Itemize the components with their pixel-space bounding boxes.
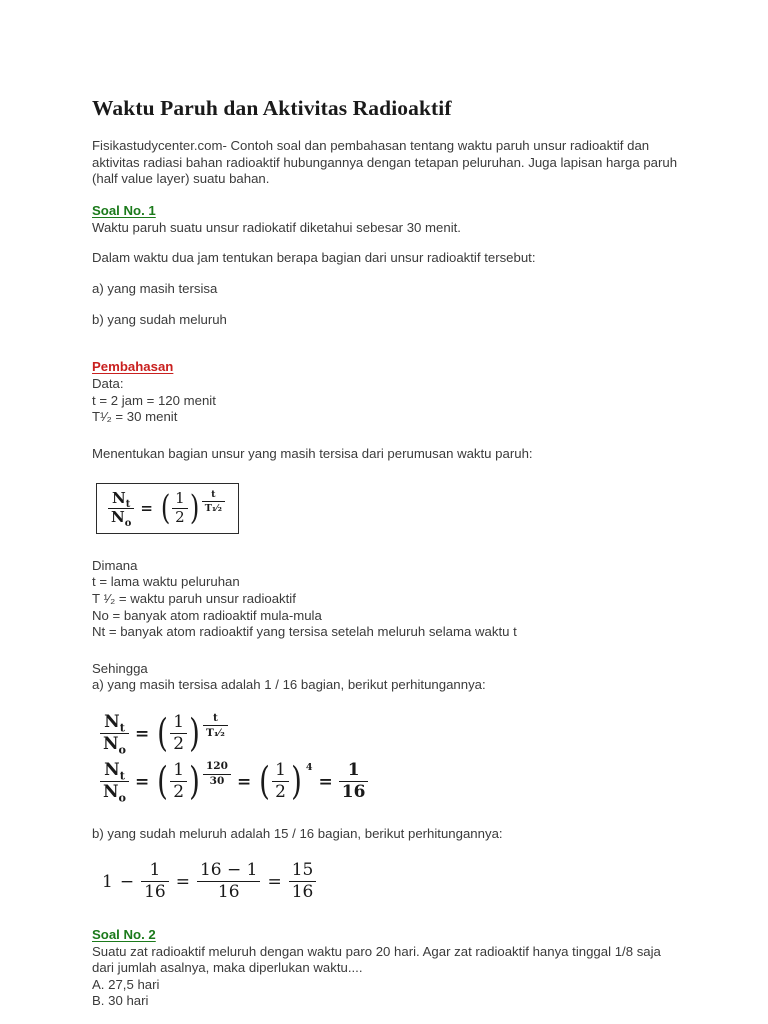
intro-paragraph: Fisikastudycenter.com- Contoh soal dan pembahasan tentang waktu paruh unsur radioaktif dan aktivitas radiasi bahan radioaktif hubungannya dengan tetapan peluruhan. Juga lapisan harga paruh (half value layer) suatu bahan. [92, 138, 678, 187]
fraction-denominator: $N_o$ [111, 508, 132, 530]
soal-2-section [92, 926, 680, 1010]
fraction-exponent: $\frac{t}{\text{T₁⁄₂}}$ [203, 713, 228, 739]
soal-2-heading: Soal No. 2 [92, 926, 156, 942]
equals-sign-3: = [318, 771, 333, 792]
right-paren: ) [189, 487, 199, 527]
equation-half-life-symbolic [100, 710, 680, 756]
fraction-nt-no [100, 760, 129, 805]
fraction-one-half: $\frac{1}{2}$ [272, 762, 289, 801]
equals-sign-2: = [236, 771, 252, 792]
pembahasan-section [92, 358, 680, 901]
equals-sign-1: = [135, 771, 150, 792]
equals-sign-2: = [267, 871, 282, 892]
equals-sign: = [140, 499, 153, 518]
dimana-label: Dimana [92, 557, 138, 573]
sehingga-block [92, 661, 680, 694]
right-paren: ) [189, 710, 200, 756]
exponent-four: 4 [305, 762, 313, 774]
left-paren: ( [157, 710, 169, 756]
exponent-t-over-thalf [203, 713, 228, 739]
soal-1-question: Dalam waktu dua jam tentukan berapa bagian dari unsur radioaktif tersebut: [92, 250, 536, 266]
spacer [92, 342, 680, 358]
fraction-bar [202, 501, 225, 502]
exponent-120-over-30 [203, 761, 231, 787]
soal-1-statement: Waktu paruh suatu unsur radiokatif diketahui sebesar 30 menit. [92, 219, 461, 235]
soal-2-choice-a: A. 27,5 hari [92, 976, 160, 992]
boxed-formula-wrapper [92, 483, 680, 534]
soal-1-option-b: b) yang sudah meluruh [92, 311, 227, 327]
equation-decayed-fraction [102, 862, 680, 901]
fraction-exponent: $\frac{120}{30}$ [203, 761, 231, 787]
dimana-t: t = lama waktu peluruhan [92, 574, 240, 590]
fraction-numerator: $N_t$ [104, 760, 125, 783]
fraction-numerator: $N_t$ [104, 711, 125, 735]
dimana-thalf: T ¹⁄₂ = waktu paruh unsur radioaktif [92, 590, 296, 606]
fraction-one-half: $\frac{1}{2}$ [172, 491, 188, 526]
fraction-nt-no [100, 711, 129, 756]
spacer [92, 694, 680, 714]
equation-half-life-general [108, 487, 225, 530]
fraction-sixteen-minus-one-over-sixteen: $\frac{16 - 1}{16}$ [197, 862, 261, 901]
spacer [92, 842, 680, 862]
page-title: Waktu Paruh dan Aktivitas Radioaktif [92, 96, 452, 120]
term-one: 1 [102, 871, 113, 892]
soal-1-heading: Soal No. 1 [92, 202, 156, 218]
fraction-one-sixteenth: $\frac{1}{16}$ [141, 862, 169, 901]
data-line-t: t = 2 jam = 120 menit [92, 392, 216, 408]
parenthesized-half [159, 487, 201, 527]
fraction-numerator: $N_t$ [112, 488, 131, 510]
soal-1-section [92, 202, 680, 328]
pembahasan-data-block [92, 376, 680, 426]
dimana-no: No = banyak atom radioaktif mula-mula [92, 607, 322, 623]
data-line-thalf: T¹⁄₂ = 30 menit [92, 409, 178, 425]
parenthesized-half [155, 710, 202, 756]
result-a-text: a) yang masih tersisa adalah 1 / 16 bagian, berikut perhitungannya: [92, 677, 486, 693]
soal-2-body [92, 944, 680, 1010]
sehingga-label: Sehingga [92, 660, 148, 676]
data-label: Data: [92, 376, 124, 392]
parenthesized-half-2 [257, 759, 304, 805]
minus-sign: − [119, 871, 135, 892]
spacer [92, 236, 680, 250]
fraction-one-half: $\frac{1}{2}$ [170, 714, 187, 753]
equals-sign: = [135, 723, 150, 744]
result-b-text: b) yang sudah meluruh adalah 15 / 16 bagian, berikut perhitungannya: [92, 825, 503, 841]
fraction-nt-no [108, 488, 134, 530]
equation-group-b [92, 862, 680, 901]
formula-box [96, 483, 239, 534]
soal-2-choice-b: B. 30 hari [92, 993, 149, 1009]
pembahasan-lead-in: Menentukan bagian unsur yang masih tersisa dari perumusan waktu paruh: [92, 445, 533, 461]
dimana-nt: Nt = banyak atom radioaktif yang tersisa setelah meluruh selama waktu t [92, 624, 517, 640]
right-paren: ) [291, 759, 302, 805]
fraction-exponent: $\frac{t}{\text{T₁⁄₂}}$ [202, 490, 225, 514]
fraction-result-one-sixteenth: $\frac{1}{16}$ [339, 762, 369, 801]
spacer [92, 802, 680, 826]
exponent-t-over-thalf [202, 490, 225, 514]
spacer [92, 902, 680, 926]
left-paren: ( [157, 759, 169, 805]
document-page [92, 96, 680, 1010]
fraction-denominator: $N_o$ [103, 733, 127, 756]
spacer [92, 641, 680, 661]
parenthesized-half-1 [155, 759, 202, 805]
soal-2-statement: Suatu zat radioaktif meluruh dengan waktu paro 20 hari. Agar zat radioaktif hanya tinggal 1/8 saja dari jumlah asalnya, maka diperlukan waktu.... [92, 943, 661, 976]
fraction-fifteen-sixteenths: $\frac{15}{16}$ [289, 862, 317, 901]
fraction-one-half: $\frac{1}{2}$ [170, 762, 187, 801]
left-paren: ( [259, 759, 271, 805]
spacer [92, 463, 680, 483]
equation-half-life-numeric [100, 759, 680, 805]
right-paren: ) [189, 759, 200, 805]
soal-1-option-a: a) yang masih tersisa [92, 280, 218, 296]
spacer [92, 534, 680, 558]
fraction-denominator: $N_o$ [103, 781, 127, 805]
left-paren: ( [160, 487, 171, 527]
equation-group-a [92, 710, 680, 805]
equals-sign-1: = [175, 871, 190, 892]
pembahasan-heading: Pembahasan [92, 359, 174, 375]
spacer [92, 426, 680, 446]
dimana-block [92, 558, 680, 641]
